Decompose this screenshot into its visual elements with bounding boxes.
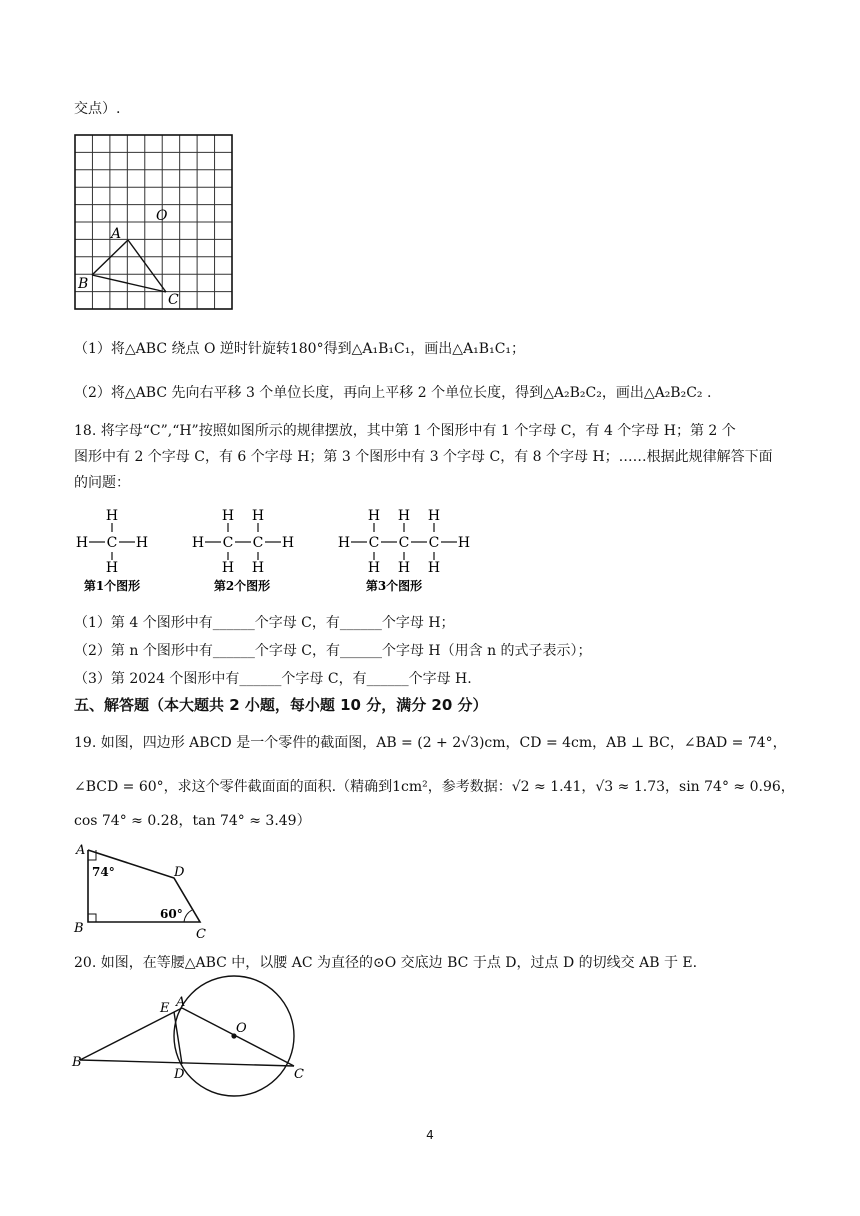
q19-line1: 19. 如图，四边形 ABCD 是一个零件的截面图，AB = (2 + 2√3)cm，CD = 4cm，AB ⊥ BC，∠BAD = 74°， — [74, 735, 787, 751]
q18-line1: 18. 将字母“C”,“H”按照如图所示的规律摆放，其中第 1 个图形中有 1 个字母 C，有 4 个字母 H；第 2 个 — [74, 423, 736, 439]
label-c: C — [168, 292, 179, 308]
letter-h: H — [367, 560, 381, 576]
letter-h: H — [105, 560, 119, 576]
q18-sub3: （3）第 2024 个图形中有______个字母 C，有______个字母 H. — [74, 671, 472, 687]
letter-c: C — [222, 535, 234, 551]
caption-3: 第3个图形 — [365, 579, 423, 593]
letter-c: C — [252, 535, 264, 551]
label-a: A — [111, 226, 122, 242]
caption-1: 第1个图形 — [83, 579, 141, 593]
letter-h: H — [427, 560, 441, 576]
letter-h: H — [251, 560, 265, 576]
q19-angle-c: 60° — [160, 907, 183, 921]
letter-h: H — [135, 535, 149, 551]
letter-h: H — [397, 508, 411, 524]
label-o: O — [156, 208, 168, 224]
letter-h: H — [191, 535, 205, 551]
letter-h: H — [105, 508, 119, 524]
q20-label-a: A — [176, 995, 186, 1010]
top-text: 交点）. — [74, 101, 121, 117]
q18-line2: 图形中有 2 个字母 C，有 6 个字母 H；第 3 个图形中有 3 个字母 C，有 8 个字母 H；……根据此规律解答下面 — [74, 449, 773, 465]
section-5-heading: 五、解答题（本大题共 2 小题，每小题 10 分，满分 20 分） — [74, 696, 488, 714]
q17-part1: （1）将△ABC 绕点 O 逆时针旋转180°得到△A₁B₁C₁，画出△A₁B₁C₁； — [74, 341, 526, 357]
letter-h: H — [221, 508, 235, 524]
q20-label-e: E — [160, 1001, 170, 1016]
q19-label-d: D — [174, 865, 185, 880]
letter-h: H — [397, 560, 411, 576]
label-b: B — [78, 276, 89, 292]
letter-h: H — [367, 508, 381, 524]
letter-h: H — [221, 560, 235, 576]
caption-2: 第2个图形 — [213, 579, 271, 593]
q19-label-b: B — [74, 921, 84, 936]
letter-h: H — [281, 535, 295, 551]
q19-angle-a: 74° — [92, 865, 115, 879]
q17-part2: （2）将△ABC 先向右平移 3 个单位长度，再向上平移 2 个单位长度，得到△A₂B₂C₂，画出△A₂B₂C₂ . — [74, 385, 712, 401]
q20-label-c: C — [294, 1067, 304, 1082]
letter-h: H — [337, 535, 351, 551]
letter-c: C — [368, 535, 380, 551]
q19-line3: cos 74° ≈ 0.28，tan 74° ≈ 3.49） — [74, 813, 311, 829]
letter-h: H — [457, 535, 471, 551]
q19-label-a: A — [76, 843, 86, 858]
q20-label-b: B — [72, 1055, 82, 1070]
letter-c: C — [398, 535, 410, 551]
q20-line1: 20. 如图，在等腰△ABC 中，以腰 AC 为直径的⊙O 交底边 BC 于点 D，过点 D 的切线交 AB 于 E. — [74, 955, 698, 971]
q18-line3: 的问题： — [74, 475, 130, 491]
q20-label-d: D — [174, 1067, 185, 1082]
q20-figure — [70, 984, 310, 1104]
q19-figure — [74, 840, 214, 940]
q18-sub1: （1）第 4 个图形中有______个字母 C，有______个字母 H； — [74, 615, 455, 631]
q17-grid-figure — [74, 134, 234, 314]
q19-label-c: C — [196, 927, 206, 942]
q18-sub2: （2）第 n 个图形中有______个字母 C，有______个字母 H（用含 n 的式子表示）； — [74, 643, 592, 659]
letter-c: C — [106, 535, 118, 551]
letter-h: H — [427, 508, 441, 524]
letter-h: H — [251, 508, 265, 524]
q19-line2: ∠BCD = 60°，求这个零件截面面的面积.（精确到1cm²，参考数据：√2 ≈ 1.41，√3 ≈ 1.73，sin 74° ≈ 0.96， — [74, 779, 795, 795]
q20-label-o: O — [236, 1021, 247, 1036]
page-number: 4 — [426, 1128, 434, 1142]
letter-c: C — [428, 535, 440, 551]
q18-figures — [74, 502, 474, 602]
letter-h: H — [75, 535, 89, 551]
